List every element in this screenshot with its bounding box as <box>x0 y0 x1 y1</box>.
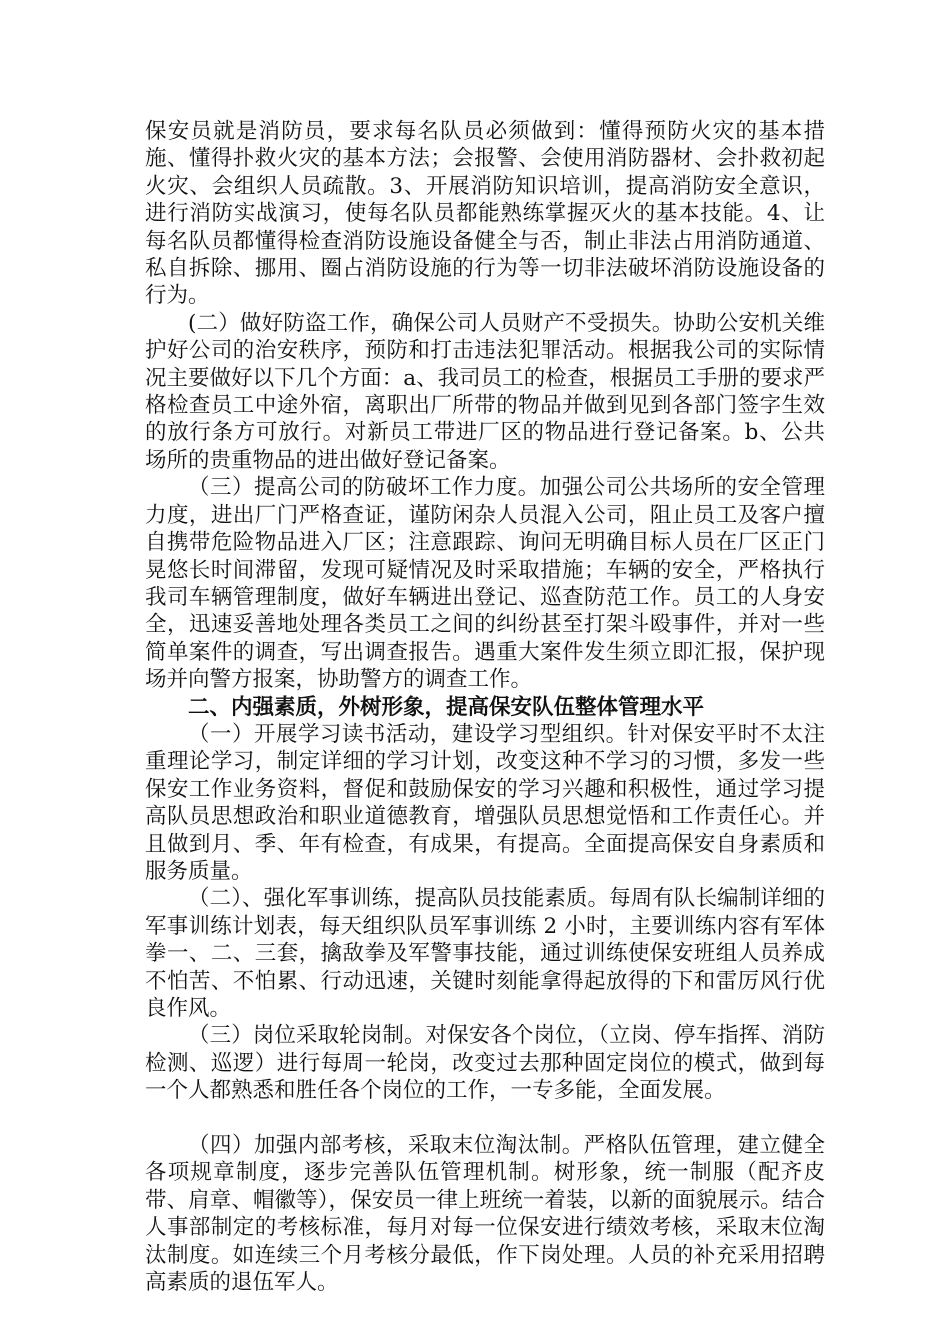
paragraph-anti-sabotage: （三）提高公司的防破坏工作力度。加强公司公共场所的安全管理力度，进出厂门严格查证，谨防闲杂人员混入公司，阻止员工及客户擅自携带危险物品进入厂区；注意跟踪、询问无明确目标人员在厂区正门晃悠长时间滞留，发现可疑情况及时采取措施；车辆的安全，严格执行我司车辆管理制度，做好车辆进出登记、巡查防范工作。员工的人身安全，迅速妥善地处理各类员工之间的纠纷甚至打架斗殴事件，并对一些简单案件的调查，写出调查报告。遇重大案件发生须立即汇报，保护现场并向警方报案，协助警方的调查工作。 <box>145 475 825 693</box>
paragraph-internal-assessment: （四）加强内部考核，采取末位淘汰制。严格队伍管理，建立健全各项规章制度，逐步完善队伍管理机制。树形象，统一制服（配齐皮带、肩章、帽徽等），保安员一律上班统一着装，以新的面貌展示。结合人事部制定的考核标准，每月对每一位保安进行绩效考核，采取末位淘汰制度。如连续三个月考核分最低，作下岗处理。人员的补充采用招聘高素质的退伍军人。 <box>145 1133 825 1296</box>
paragraph-fire-safety: 保安员就是消防员，要求每名队员必须做到：懂得预防火灾的基本措施、懂得扑救火灾的基本方法；会报警、会使用消防器材、会扑救初起火灾、会组织人员疏散。3、开展消防知识培训，提高消防安全意识，进行消防实战演习，使每名队员都能熟练掌握灭火的基本技能。4、让每名队员都懂得检查消防设施设备健全与否，制止非法占用消防通道、私自拆除、挪用、圈占消防设施的行为等一切非法破坏消防设施设备的行为。 <box>145 119 825 309</box>
paragraph-study-activity: （一）开展学习读书活动，建设学习型组织。针对保安平时不太注重理论学习，制定详细的学习计划，改变这种不学习的习惯，多发一些保安工作业务资料，督促和鼓励保安的学习兴趣和积极性，通过学习提高队员思想政治和职业道德教育，增强队员思想觉悟和工作责任心。并且做到月、季、年有检查，有成果，有提高。全面提高保安自身素质和服务质量。 <box>145 721 825 884</box>
blank-line <box>145 1105 825 1132</box>
paragraph-military-training: （二）、强化军事训练，提高队员技能素质。每周有队长编制详细的军事训练计划表，每天组织队员军事训练 2 小时，主要训练内容有军体拳一、二、三套，擒敌拳及军警事技能，通过训练使保安班组人员养成不怕苦、不怕累、行动迅速，关键时刻能拿得起放得的下和雷厉风行优良作风。 <box>145 886 825 1021</box>
paragraph-job-rotation: （三）岗位采取轮岗制。对保安各个岗位，（立岗、停车指挥、消防检测、巡逻）进行每周一轮岗，改变过去那种固定岗位的模式，做到每一个人都熟悉和胜任各个岗位的工作，一专多能，全面发展。 <box>145 1023 825 1104</box>
section-heading: 二、内强素质，外树形象，提高保安队伍整体管理水平 <box>188 694 705 720</box>
paragraph-anti-theft: (二）做好防盗工作，确保公司人员财产不受损失。协助公安机关维护好公司的治安秩序，预防和打击违法犯罪活动。根据我公司的实际情况主要做好以下几个方面：a、我司员工的检查，根据员工手册的要求严格检查员工中途外宿，离职出厂所带的物品并做到见到各部门签字生效的放行条方可放行。对新员工带进厂区的物品进行登记备案。b、公共场所的贵重物品的进出做好登记备案。 <box>145 310 825 473</box>
document-body <box>145 118 825 1296</box>
